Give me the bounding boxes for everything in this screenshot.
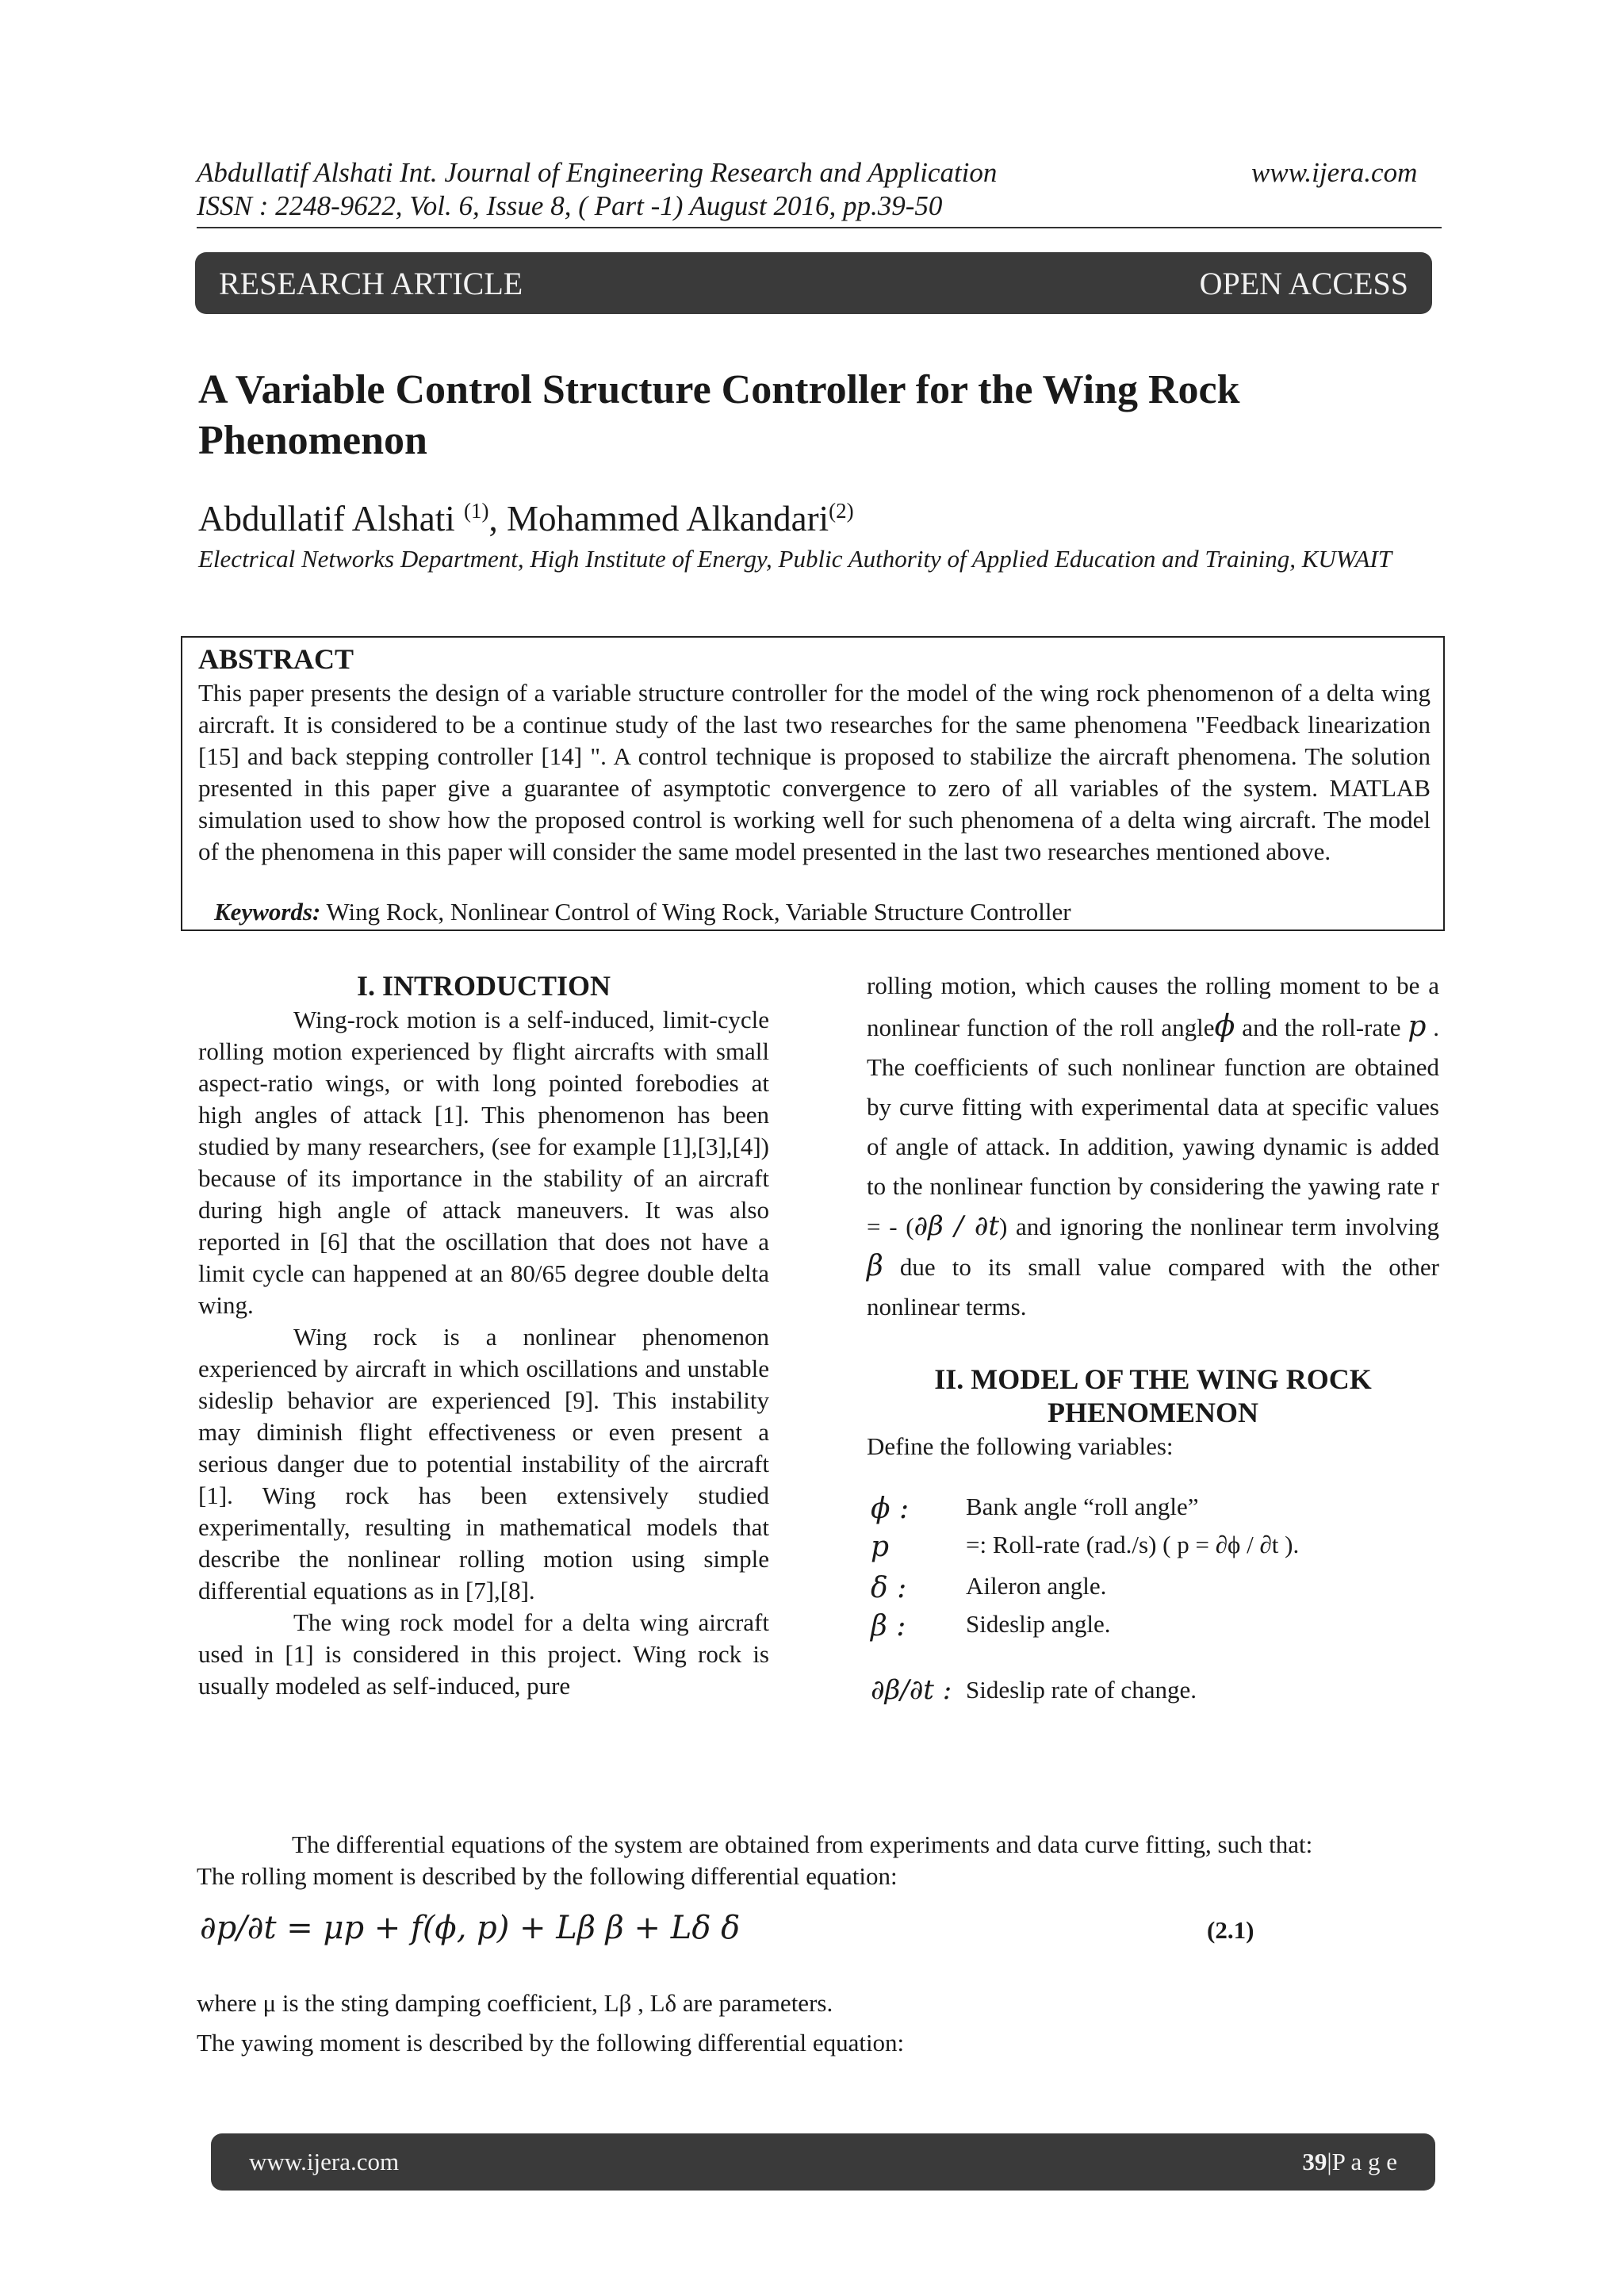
variable-symbol: ∂β/∂t :: [871, 1674, 952, 1706]
variable-symbol: p: [871, 1531, 890, 1563]
keywords-text: Wing Rock, Nonlinear Control of Wing Rock, Variable Structure Controller: [320, 898, 1071, 926]
variable-desc: =: Roll-rate (rad./s) ( p = ∂ϕ / ∂t ).: [966, 1531, 1300, 1558]
abstract-body: This paper presents the design of a variable structure controller for the model of the wing rock phenomenon of a delta wing aircraft. It is considered to be a continue study of the last two researches for the same phenomena "Feedback linearization [15] and back stepping controller [14] ". A control technique is proposed to stabilize the aircraft phenomena. The solution presented in this paper give a guarantee of asymptotic convergence to zero of all variables of the system. MATLAB simulation used to show how the proposed control is working well for such phenomena of a delta wing aircraft. The model of the phenomena in this paper will consider the same model presented in the last two researches mentioned above.: [198, 679, 1431, 865]
introduction-section: [198, 969, 769, 1702]
variable-desc: Sideslip rate of change.: [966, 1676, 1197, 1704]
footer-page: [1302, 2148, 1397, 2176]
page-number: 39: [1302, 2148, 1327, 2175]
right-para-part-1: rolling motion, which causes the rolling moment to be a nonlinear function of the roll angle: [867, 972, 1439, 1041]
right-para-part-4: ) and ignoring the nonlinear term involving: [999, 1213, 1439, 1240]
define-variables-line: Define the following variables:: [867, 1432, 1174, 1460]
yawing-moment-line: The yawing moment is described by the following differential equation:: [197, 2029, 905, 2056]
where-line: where μ is the sting damping coefficient, Lβ , Lδ are parameters.: [197, 1989, 833, 2017]
author-separator: ,: [488, 499, 507, 539]
author-2: Mohammed Alkandari: [506, 499, 829, 539]
phi-symbol: ϕ: [1214, 1008, 1235, 1043]
introduction-heading: I. INTRODUCTION: [356, 970, 611, 1002]
right-para-part-5: due to its small value compared with the other nonlinear terms.: [867, 1253, 1439, 1320]
dbeta-dt-symbol: ∂β / ∂t: [914, 1210, 1000, 1242]
right-para-part-2: and the roll-rate: [1235, 1014, 1408, 1041]
author-2-mark: (2): [829, 499, 854, 523]
intro-paragraph-1: Wing-rock motion is a self-induced, limit-cycle rolling motion experienced by flight aircrafts with small aspect-ratio wings, or with long pointed forebodies at high angles of attack [1]. This phenomenon has been studied by many researchers, (see for example [1],[3],[4]) because of its importance in the stability of an aircraft during high angle of attack maneuvers. It was also reported in [6] that the oscillation that does not have a limit cycle can happened at an 80/65 degree double delta wing.: [198, 1006, 769, 1319]
variables-list: [871, 1493, 1442, 1726]
beta-symbol: β: [867, 1250, 883, 1282]
header-rule: [197, 227, 1442, 228]
variable-row: [871, 1572, 1442, 1610]
issn-line: ISSN : 2248-9622, Vol. 6, Issue 8, ( Part -1) August 2016, pp.39-50: [197, 190, 943, 221]
research-article-label: RESEARCH ARTICLE: [219, 265, 523, 301]
open-access-label: OPEN ACCESS: [1199, 265, 1408, 301]
variable-desc: Sideslip angle.: [966, 1610, 1111, 1638]
footer-website: www.ijera.com: [249, 2148, 400, 2175]
abstract-heading: ABSTRACT: [198, 643, 354, 675]
full-width-text: [197, 1829, 1442, 1892]
right-column-paragraph: [867, 966, 1439, 1327]
affiliation: Electrical Networks Department, High Institute of Energy, Public Authority of Applied Education and Training, KUWAIT: [198, 545, 1392, 573]
header-website: www.ijera.com: [1251, 157, 1418, 188]
p-symbol: p: [1408, 1010, 1427, 1043]
model-heading: II. MODEL OF THE WING ROCK PHENOMENON: [934, 1363, 1372, 1428]
page-footer: [211, 2133, 1435, 2191]
variable-row: [871, 1654, 1442, 1726]
keywords-line: [214, 898, 1071, 926]
keywords-label: Keywords:: [214, 898, 321, 926]
rolling-moment-line: The rolling moment is described by the following differential equation:: [197, 1862, 898, 1890]
variable-row: [871, 1531, 1442, 1572]
intro-paragraph-2: Wing rock is a nonlinear phenomenon experienced by aircraft in which oscillations and unstable sideslip behavior are experienced [9]. This instability may diminish flight effectiveness or even present a serious danger due to potential instability of the aircraft [1]. Wing rock has been extensively studied experimentally, resulting in mathematical models that describe the nonlinear rolling motion using simple differential equations as in [7],[8].: [198, 1323, 769, 1604]
page-label: |P a g e: [1327, 2148, 1397, 2175]
equation-2-1: ∂p/∂t = μp + f(ϕ, p) + Lβ β + Lδ δ: [200, 1910, 741, 1946]
authors: [198, 498, 854, 539]
right-para-part-3: . The coefficients of such nonlinear function are obtained by curve fitting with experimental data at specific values of angle of attack. In addition, yawing dynamic is added to the nonlinear function by considering the yawing rate r = - (: [867, 1014, 1439, 1240]
variable-symbol: ϕ :: [871, 1493, 910, 1525]
variable-row: [871, 1610, 1442, 1654]
equations-intro: The differential equations of the system are obtained from experiments and data curve fitting, such that:: [292, 1830, 1313, 1858]
paper-title: A Variable Control Structure Controller for the Wing Rock Phenomenon: [198, 367, 1240, 463]
journal-line: Abdullatif Alshati Int. Journal of Engineering Research and Application: [197, 157, 998, 188]
abstract-box: [181, 636, 1445, 931]
variable-symbol: β :: [871, 1610, 906, 1642]
variable-row: [871, 1493, 1442, 1531]
intro-paragraph-3: The wing rock model for a delta wing aircraft used in [1] is considered in this project. Wing rock is usually modeled as self-induced, pure: [198, 1608, 769, 1700]
variable-symbol: δ :: [871, 1572, 907, 1604]
variable-desc: Aileron angle.: [966, 1572, 1107, 1600]
author-1-mark: (1): [463, 499, 489, 523]
article-type-banner: [195, 252, 1432, 314]
author-1: Abdullatif Alshati: [198, 499, 464, 539]
equation-number: (2.1): [1207, 1916, 1254, 1944]
variable-desc: Bank angle “roll angle”: [966, 1493, 1199, 1520]
